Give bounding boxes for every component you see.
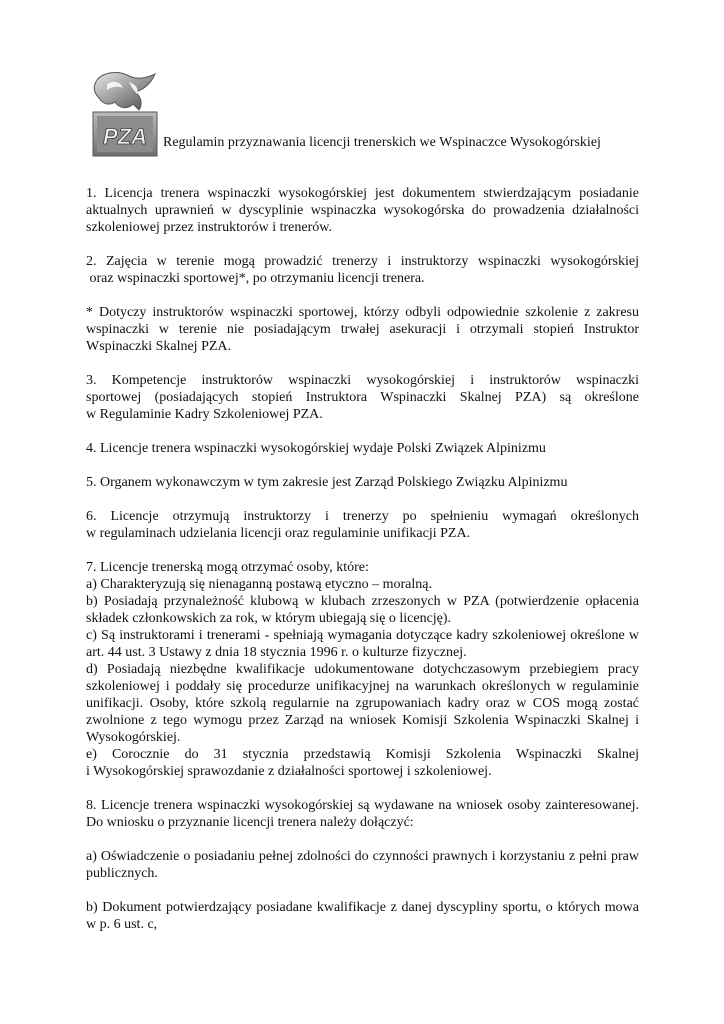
paragraph-8-item-a: a) Oświadczenie o posiadaniu pełnej zdolności do czynności prawnych i korzystaniu z pełni praw publicznych. <box>86 849 639 881</box>
paragraph-4: 4. Licencje trenera wspinaczki wysokogórskiej wydaje Polski Związek Alpinizmu <box>86 441 546 456</box>
paragraph-2 <box>86 253 639 287</box>
paragraph-2-line-1: 2. Zajęcia w terenie mogą prowadzić trenerzy i instruktorzy wspinaczki wysokogórskiej <box>86 254 639 269</box>
paragraph-7-item-e-line-2: i Wysokogórskiej sprawozdanie z działalności sportowej i szkoleniowej. <box>86 764 492 779</box>
paragraph-1: 1. Licencja trenera wspinaczki wysokogórskiej jest dokumentem stwierdzającym posiadanie aktualnych uprawnień w dyscyplinie wspinaczka wysokogórska do prowadzenia działalności szkoleniowej przez instruktorów i trenerów. <box>86 186 639 235</box>
paragraph-7-item-d: d) Posiadają niezbędne kwalifikacje udokumentowane dotychczasowym przebiegiem pracy szkoleniowej i poddały się procedurze unifikacyjnej na warunkach określonych w regulaminie unifikacji. Osoby, które szkolą regularnie na zgrupowaniach kadry oraz w COS mogą zostać zwolnione z tego wymogu przez Zarząd na wniosek Komisji Szkolenia Wspinaczki Skalnej i Wysokogórskiej. <box>86 662 639 745</box>
paragraph-8: 8. Licencje trenera wspinaczki wysokogórskiej są wydawane na wniosek osoby zainteresowanej. Do wniosku o przyznanie licencji trenera należy dołączyć: <box>86 798 639 830</box>
document-body <box>86 185 639 950</box>
paragraph-5: 5. Organem wykonawczym w tym zakresie jest Zarząd Polskiego Związku Alpinizmu <box>86 475 568 490</box>
footnote-paragraph: * Dotyczy instruktorów wspinaczki sportowej, którzy odbyli odpowiednie szkolenie z zakresu wspinaczki w terenie nie posiadającym trwałej asekuracji i otrzymali stopień Instruktor Wspinaczki Skalnej PZA. <box>86 305 639 354</box>
paragraph-8-item-b: b) Dokument potwierdzający posiadane kwalifikacje z danej dyscypliny sportu, o których mowa w p. 6 ust. c, <box>86 900 639 932</box>
paragraph-6-line-2: w regulaminach udzielania licencji oraz regulaminie unifikacji PZA. <box>86 526 471 541</box>
paragraph-6-line-1: 6. Licencje otrzymują instruktorzy i trenerzy po spełnieniu wymagań określonych <box>86 509 639 524</box>
paragraph-3-line-1: 3. Kompetencje instruktorów wspinaczki wysokogórskiej i instruktorów wspinaczki <box>86 373 639 388</box>
pza-logo <box>89 70 161 158</box>
logo-lettering: PZA <box>103 124 147 149</box>
paragraph-7-item-b: b) Posiadają przynależność klubową w klubach zrzeszonych w PZA (potwierdzenie opłacenia składek członkowskich za rok, w którym ubiegają się o licencję). <box>86 594 639 626</box>
paragraph-7-item-e <box>86 746 639 780</box>
paragraph-3 <box>86 372 639 423</box>
paragraph-7-item-a: a) Charakteryzują się nienaganną postawą etyczno – moralną. <box>86 577 432 592</box>
paragraph-2-line-2: oraz wspinaczki sportowej*, po otrzymaniu licencji trenera. <box>86 271 425 286</box>
paragraph-3-line-2: sportowej (posiadających stopień Instruktora Wspinaczki Skalnej PZA) są określone <box>86 390 639 405</box>
paragraph-7-item-e-line-1: e) Corocznie do 31 stycznia przedstawią Komisji Szkolenia Wspinaczki Skalnej <box>86 747 639 762</box>
paragraph-7-item-c: c) Są instruktorami i trenerami - spełniają wymagania dotyczące kadry szkoleniowej określone w art. 44 ust. 3 Ustawy z dnia 18 stycznia 1996 r. o kulturze fizycznej. <box>86 628 639 660</box>
paragraph-6 <box>86 508 639 542</box>
pza-emblem-icon <box>89 70 161 158</box>
paragraph-3-line-3: w Regulaminie Kadry Szkoleniowej PZA. <box>86 407 323 422</box>
document-title: Regulamin przyznawania licencji trenerskich we Wspinaczce Wysokogórskiej <box>163 135 601 150</box>
paragraph-7-intro: 7. Licencje trenerską mogą otrzymać osoby, które: <box>86 560 369 575</box>
